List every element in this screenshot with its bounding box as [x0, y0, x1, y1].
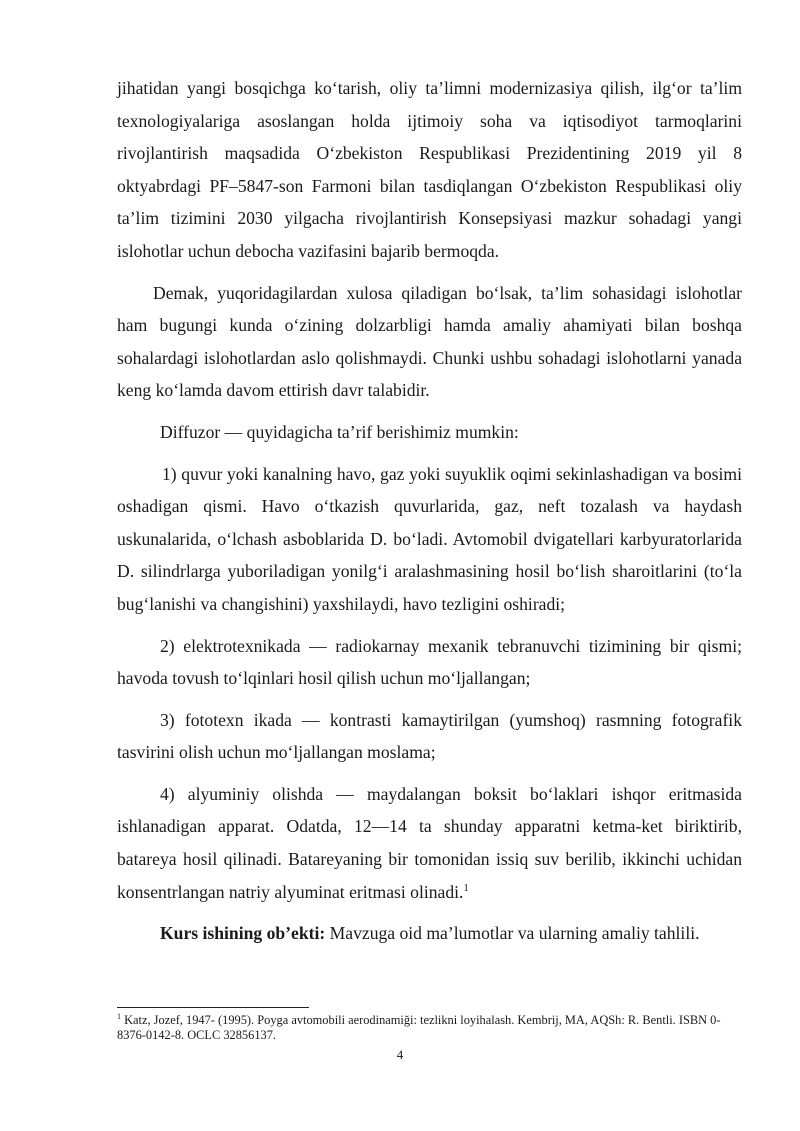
footnote-mark: 1 [117, 1011, 121, 1021]
course-object-text: Mavzuga oid maʼlumotlar va ularning amaliy tahlili. [325, 923, 700, 944]
page-body [117, 72, 742, 959]
footnote-separator [117, 1007, 309, 1008]
paragraph-item-3: 3) fototexn ikada — kontrasti kamaytirilgan (yumshoq) rasmning fotografik tasvirini olish uchun moʻljallangan moslama; [117, 709, 742, 763]
footnote-text: Katz, Jozef, 1947- (1995). Poyga avtomobili aerodinamiği: tezlikni loyihalash. Kembrij, MA, AQSh: R. Bentli. ISBN 0-8376-0142-8. OCLC 32856137. [117, 1013, 721, 1042]
course-object-label: Kurs ishining obʼekti: [160, 923, 326, 944]
paragraph-item-4-text: 4) alyuminiy olishda — maydalangan boksit boʻlaklari ishqor eritmasida ishlanadigan apparat. Odatda, 12—14 ta shunday apparatni ketma-ket biriktirib, batareya hosil qilinadi. Batareyaning bir tomonidan issiq suv berilib, ikkinchi uchidan konsentrlangan natriy alyuminat eritmasi olinadi. [117, 783, 742, 902]
paragraph-1: jihatidan yangi bosqichga koʻtarish, oliy taʼlimni modernizasiya qilish, ilgʻor taʼlim texnologiyalariga asoslangan holda ijtimoiy soha va iqtisodiyot tarmoqlarini rivojlantirish maqsadida Oʻzbekiston Respublikasi Prezidentining 2019 yil 8 oktyabrdagi PF–5847-son Farmoni bilan tasdiqlangan Oʻzbekiston Respublikasi oliy taʼlim tizimini 2030 yilgacha rivojlantirish Konsepsiyasi mazkur sohadagi yangi islohotlar uchun debocha vazifasini bajarib bermoqda. [117, 78, 742, 261]
footnote-reference[interactable]: 1 [463, 881, 469, 894]
paragraph-item-1: 1) quvur yoki kanalning havo, gaz yoki suyuklik oqimi sekinlashadigan va bosimi oshadigan qismi. Havo oʻtkazish quvurlarida, gaz, neft tozalash va haydash uskunalarida, oʻlchash asboblarida D. boʻladi. Avtomobil dvigatellari karbyuratorlarida D. silindrlarga yuboriladigan yonilgʻi aralashmasining hosil boʻlish sharoitlarini (toʻla bugʻlanishi va changishini) yaxshilaydi, havo tezligini oshiradi; [117, 463, 742, 614]
paragraph-item-2: 2) elektrotexnikada — radiokarnay mexanik tebranuvchi tizimining bir qismi; havoda tovush toʻlqinlari hosil qilish uchun moʻljallangan; [117, 635, 742, 689]
paragraph-course-object [117, 917, 742, 950]
paragraph-item-4 [117, 778, 742, 908]
page-number: 4 [396, 1047, 404, 1062]
paragraph-2: Demak, yuqoridagilardan xulosa qiladigan boʻlsak, taʼlim sohasidagi islohotlar ham bugungi kunda oʻzining dolzarbligi hamda amaliy ahamiyati bilan boshqa sohalardagi islohotlardan aslo qolishmaydi. Chunki ushbu sohadagi islohotlarni yanada keng koʻlamda davom ettirish davr talabidir. [117, 282, 742, 401]
footnote [117, 1013, 742, 1043]
paragraph-definition-intro: Diffuzor — quyidagicha taʼrif berishimiz mumkin: [160, 421, 519, 442]
